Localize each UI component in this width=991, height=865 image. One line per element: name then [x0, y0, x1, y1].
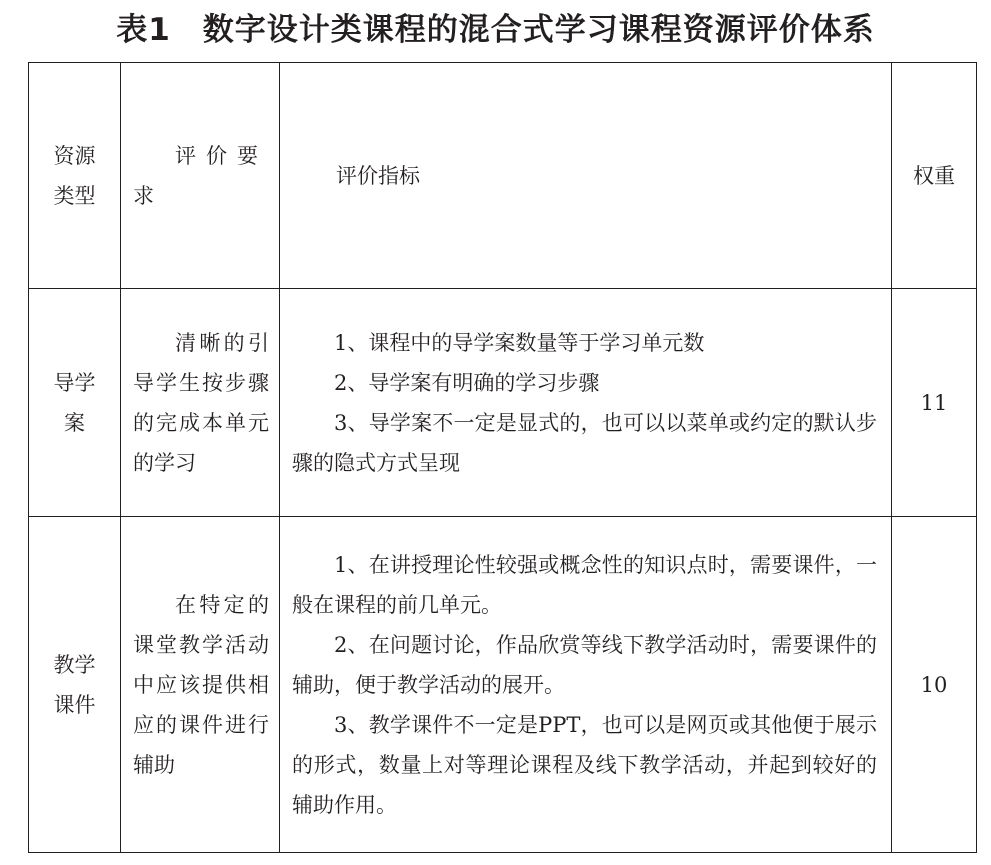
evaluation-table: [28, 62, 977, 853]
header-indicators-cell: [280, 63, 892, 289]
table-header-row: [29, 63, 977, 289]
requirement-text: 清晰的引导学生按步骤的完成本单元的学习: [133, 330, 269, 475]
weight-cell: [892, 289, 977, 517]
indicator-item: 2、导学案有明确的学习步骤: [334, 370, 600, 395]
type-cell: [29, 517, 121, 853]
header-type-cell: [29, 63, 121, 289]
header-requirement: 评价要求: [133, 143, 268, 208]
indicator-item: 3、导学案不一定是显式的，也可以以菜单或约定的默认步骤的隐式方式呈现: [292, 410, 877, 475]
indicator-item: 2、在问题讨论，作品欣赏等线下教学活动时，需要课件的辅助，便于教学活动的展开。: [292, 632, 877, 697]
indicator-item: 1、在讲授理论性较强或概念性的知识点时，需要课件，一般在课程的前几单元。: [292, 552, 877, 617]
weight-value: 11: [920, 390, 948, 415]
resource-type: 教学课件: [53, 652, 96, 717]
header-requirement-cell: [121, 63, 280, 289]
requirement-cell: [121, 289, 280, 517]
weight-value: 10: [920, 672, 948, 697]
indicators-cell: [280, 517, 892, 853]
table-row: [29, 289, 977, 517]
indicator-item: 1、课程中的导学案数量等于学习单元数: [334, 330, 705, 355]
header-type: 资源类型: [53, 143, 96, 208]
header-indicators: 评价指标: [336, 163, 420, 188]
weight-cell: [892, 517, 977, 853]
requirement-cell: [121, 517, 280, 853]
indicators-cell: [280, 289, 892, 517]
table-title: 表1 数字设计类课程的混合式学习课程资源评价体系: [116, 12, 875, 48]
table-row: [29, 517, 977, 853]
header-weight-cell: [892, 63, 977, 289]
resource-type: 导学案: [53, 370, 96, 435]
header-weight: 权重: [913, 163, 955, 188]
indicator-item: 3、教学课件不一定是PPT，也可以是网页或其他便于展示的形式，数量上对等理论课程及线下教学活动，并起到较好的辅助作用。: [292, 712, 877, 817]
requirement-text: 在特定的课堂教学活动中应该提供相应的课件进行辅助: [133, 592, 269, 777]
type-cell: [29, 289, 121, 517]
